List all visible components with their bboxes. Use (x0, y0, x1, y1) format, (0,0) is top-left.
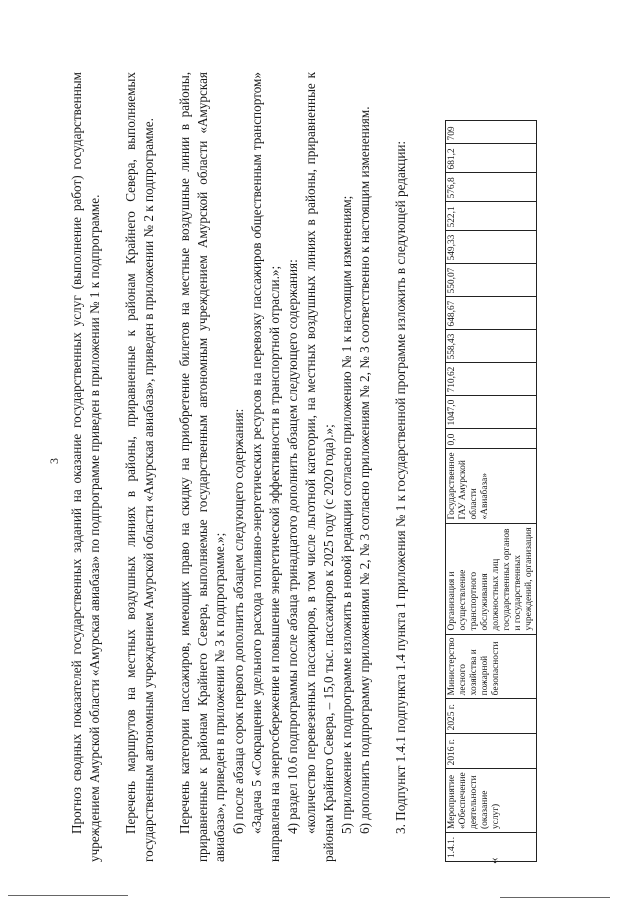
cell-executor: Министерство лесного хозяйства и пожарной безопасности (446, 634, 537, 699)
paragraph-passengers: «количество перевезенных пассажиров, в том числе льготной категории, на местных воздушных линиях в районы, приравненные к районам Крайнего Севера, – 15,0 тыс. пассажиров к 2025 году (с 2020 года).»; (303, 72, 336, 862)
cell-value: 681,2 (446, 144, 537, 173)
paragraph-forecast: Прогноз сводных показателей государственных заданий на оказание государственных услуг (выполнение работ) государственным учреждением Амурской области «Амурская авиабаза» по подпрограмме приведен в приложении № 1 к подпрограмме. (69, 72, 102, 862)
paragraph-task5: «Задача 5 «Сокращение удельного расхода топливно-энергетических ресурсов на перевозку пассажиров общественным транспортом» направлена на энергосбережение и повышение энергетической эффективности в транспортной отрасли.»; (249, 72, 282, 862)
cell-event: Мероприятие «Обеспечение деятельности (оказание услуг) (446, 769, 537, 833)
paragraph-categories: Перечень категории пассажиров, имеющих право на скидку на приобретение билетов на местные воздушные линии в районы, приравненные к районам Крайнего Севера, выполняемые государственным автономным учреждением Амурской области «Амурская авиабаза», приведен в приложении № 3 к подпрограмме.»; (177, 72, 228, 862)
paragraph-item-6: 6) дополнить подпрограмму приложениями № 2, № 3 согласно приложениям № 2, № 3 соответственно к настоящим изменениям. (357, 106, 372, 834)
paragraph-routes: Перечень маршрутов на местных воздушных линиях в районы, приравненные к районам Крайнего Севера, выполняемых государственным автономным учреждением Амурской области «Амурская авиабаза», приведен в приложении № 2 к подпрограмме. (123, 72, 156, 862)
rotated-content (40, 62, 600, 862)
open-quote: « (486, 857, 501, 864)
cell-recipient: Государственное ГАУ Амурской области «Авиабаза» (446, 449, 537, 523)
scan-edge-mark (500, 897, 610, 898)
cell-value: 558,43 (446, 330, 537, 363)
cell-value: 709 (446, 121, 537, 144)
cell-value: 1047,0 (446, 396, 537, 429)
page-number: 3 (47, 458, 61, 464)
paragraph-item-3: 3. Подпункт 1.4.1 подпункта 1.4 пункта 1 приложения № 1 к государственной программе изложить в следующей редакции: (393, 140, 408, 834)
paragraph-item-b: б) после абзаца сорок первого дополнить абзацем следующего содержания: (231, 408, 246, 834)
cell-year-start: 2016 г. (446, 734, 537, 769)
cell-value: 522,1 (446, 202, 537, 231)
paragraph-item-5: 5) приложение к подпрограмме изложить в новой редакции согласно приложению № 1 к настоящим изменениям; (339, 195, 354, 834)
cell-direction: Организация и осуществление транспортного обслуживания должностных лиц государственных органов и государственных учреждений, организация (446, 523, 537, 634)
cell-value: 550,07 (446, 264, 537, 297)
cell-year-end: 2025 г. (446, 699, 537, 734)
table-row (446, 121, 537, 862)
paragraph-item-4: 4) раздел 10.6 подпрограммы после абзаца тринадцатого дополнить абзацем следующего содержания: (285, 259, 300, 834)
cell-value: 710,62 (446, 363, 537, 396)
cell-value: 549,33 (446, 231, 537, 264)
cell-number: 1.4.1. (446, 833, 537, 862)
scan-edge-mark (8, 895, 128, 896)
cell-value: 648,67 (446, 297, 537, 330)
cell-value: 0,0 (446, 429, 537, 449)
program-table (445, 120, 537, 862)
cell-value: 576,8 (446, 173, 537, 202)
